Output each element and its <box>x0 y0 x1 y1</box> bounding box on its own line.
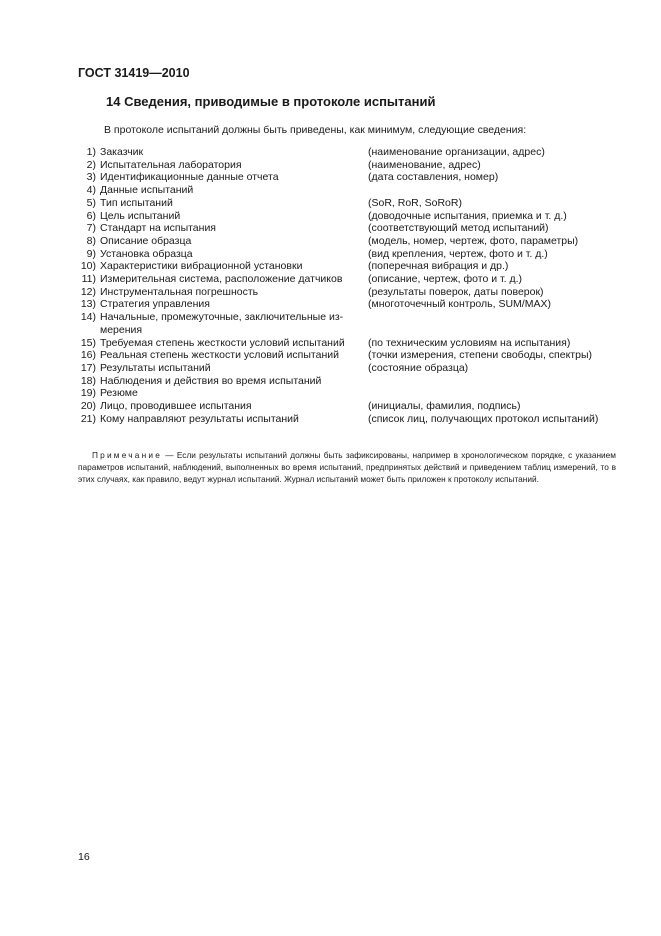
item-number: 20) <box>80 400 96 413</box>
item-number: 13) <box>80 298 96 311</box>
item-label: Кому направляют результаты испытаний <box>100 412 299 425</box>
list-item <box>78 400 618 413</box>
item-number: 6) <box>86 209 96 222</box>
list-item <box>78 311 618 336</box>
item-description: (описание, чертеж, фото и т. д.) <box>368 273 523 286</box>
list-item <box>78 235 618 248</box>
item-number: 10) <box>80 260 96 273</box>
item-number: 17) <box>80 361 96 374</box>
item-label: Измерительная система, расположение датчиков <box>100 273 343 286</box>
item-number: 1) <box>86 146 96 158</box>
list-item <box>78 413 618 426</box>
item-label: Реальная степень жесткости условий испытаний <box>100 349 339 362</box>
item-label: Лицо, проводившее испытания <box>100 400 252 413</box>
list-item <box>78 337 618 350</box>
list-item <box>78 260 618 273</box>
list-item <box>78 159 618 172</box>
item-label: Результаты испытаний <box>100 361 211 374</box>
item-number: 19) <box>80 387 96 400</box>
list-item <box>78 349 618 362</box>
item-number: 5) <box>86 196 96 209</box>
item-label: Характеристики вибрационной установки <box>100 260 303 273</box>
list-item <box>78 273 618 286</box>
item-description: (доводочные испытания, приемка и т. д.) <box>368 209 567 222</box>
item-label: Резюме <box>100 387 138 400</box>
item-number: 12) <box>80 285 96 298</box>
item-label: Описание образца <box>100 234 192 247</box>
item-description: (наименование, адрес) <box>368 158 481 171</box>
list-item <box>78 210 618 223</box>
item-description: (список лиц, получающих протокол испытаний) <box>368 412 599 425</box>
item-label: Инструментальная погрешность <box>100 285 259 298</box>
list-item <box>78 375 618 388</box>
item-label: Идентификационные данные отчета <box>100 171 279 184</box>
report-items-list <box>78 146 618 425</box>
item-description: (модель, номер, чертеж, фото, параметры) <box>368 234 579 247</box>
item-number: 16) <box>80 349 96 362</box>
list-item <box>78 298 618 311</box>
item-description: (SoR, RoR, SoRoR) <box>368 196 462 209</box>
list-item <box>78 248 618 261</box>
list-item <box>78 286 618 299</box>
item-label: Установка образца <box>100 247 193 260</box>
item-label: Начальные, промежуточные, заключительные из-мерения <box>100 311 344 336</box>
item-label: Требуемая степень жесткости условий испытаний <box>100 336 345 349</box>
item-number: 4) <box>86 184 96 197</box>
list-item <box>78 362 618 375</box>
item-number: 14) <box>80 311 96 324</box>
note-paragraph <box>78 449 616 486</box>
item-label: Испытательная лаборатория <box>100 158 242 171</box>
list-item <box>78 184 618 197</box>
list-item <box>78 197 618 210</box>
item-number: 21) <box>80 412 96 425</box>
item-label: Тип испытаний <box>100 196 173 209</box>
item-label: Заказчик <box>100 146 144 158</box>
item-description: (поперечная вибрация и др.) <box>368 260 509 273</box>
list-item <box>78 222 618 235</box>
item-description: (инициалы, фамилия, подпись) <box>368 400 521 413</box>
section-title: 14 Сведения, приводимые в протоколе испытаний <box>106 94 436 109</box>
item-label: Стратегия управления <box>100 298 210 311</box>
item-number: 9) <box>86 247 96 260</box>
item-description: (результаты поверок, даты поверок) <box>368 285 544 298</box>
item-number: 3) <box>86 171 96 184</box>
item-label: Наблюдения и действия во время испытаний <box>100 374 322 387</box>
item-description: (соответствующий метод испытаний) <box>368 222 549 235</box>
document-code: ГОСТ 31419—2010 <box>78 66 190 80</box>
item-description <box>366 375 618 388</box>
item-label: Цель испытаний <box>100 209 181 222</box>
item-number: 8) <box>86 234 96 247</box>
section-intro: В протоколе испытаний должны быть приведены, как минимум, следующие сведения: <box>104 124 527 136</box>
item-label: Стандарт на испытания <box>100 222 216 235</box>
item-label: Данные испытаний <box>100 184 194 197</box>
item-number: 11) <box>81 273 96 286</box>
item-description: (наименование организации, адрес) <box>368 146 545 158</box>
item-number: 7) <box>86 222 96 235</box>
item-description <box>366 184 618 197</box>
page-number: 16 <box>78 851 90 863</box>
item-number: 15) <box>80 336 96 349</box>
item-description: (состояние образца) <box>368 361 469 374</box>
item-description: (вид крепления, чертеж, фото и т. д.) <box>368 247 548 260</box>
item-description: (по техническим условиям на испытания) <box>368 336 571 349</box>
note-label: Примечание <box>92 450 163 460</box>
note-text: — Если результаты испытаний должны быть зафиксированы, например в хронологическом порядке, с указанием параметров испытаний, наблюдений, выполненных во время испытаний, предпринятых действий и приведением таблиц измерений, то в этих случаях, как правило, ведут журнал испытаний. Журнал испытаний может быть приложен к протоколу испытаний. <box>78 450 616 485</box>
item-description: (многоточечный контроль, SUM/MAX) <box>368 298 551 311</box>
item-number: 18) <box>80 374 96 387</box>
item-description: (дата составления, номер) <box>368 171 499 184</box>
list-item <box>78 146 618 159</box>
item-description <box>366 311 618 336</box>
list-item <box>78 387 618 400</box>
item-description <box>366 387 618 400</box>
item-number: 2) <box>86 158 96 171</box>
item-description: (точки измерения, степени свободы, спектры) <box>368 349 592 362</box>
list-item <box>78 171 618 184</box>
